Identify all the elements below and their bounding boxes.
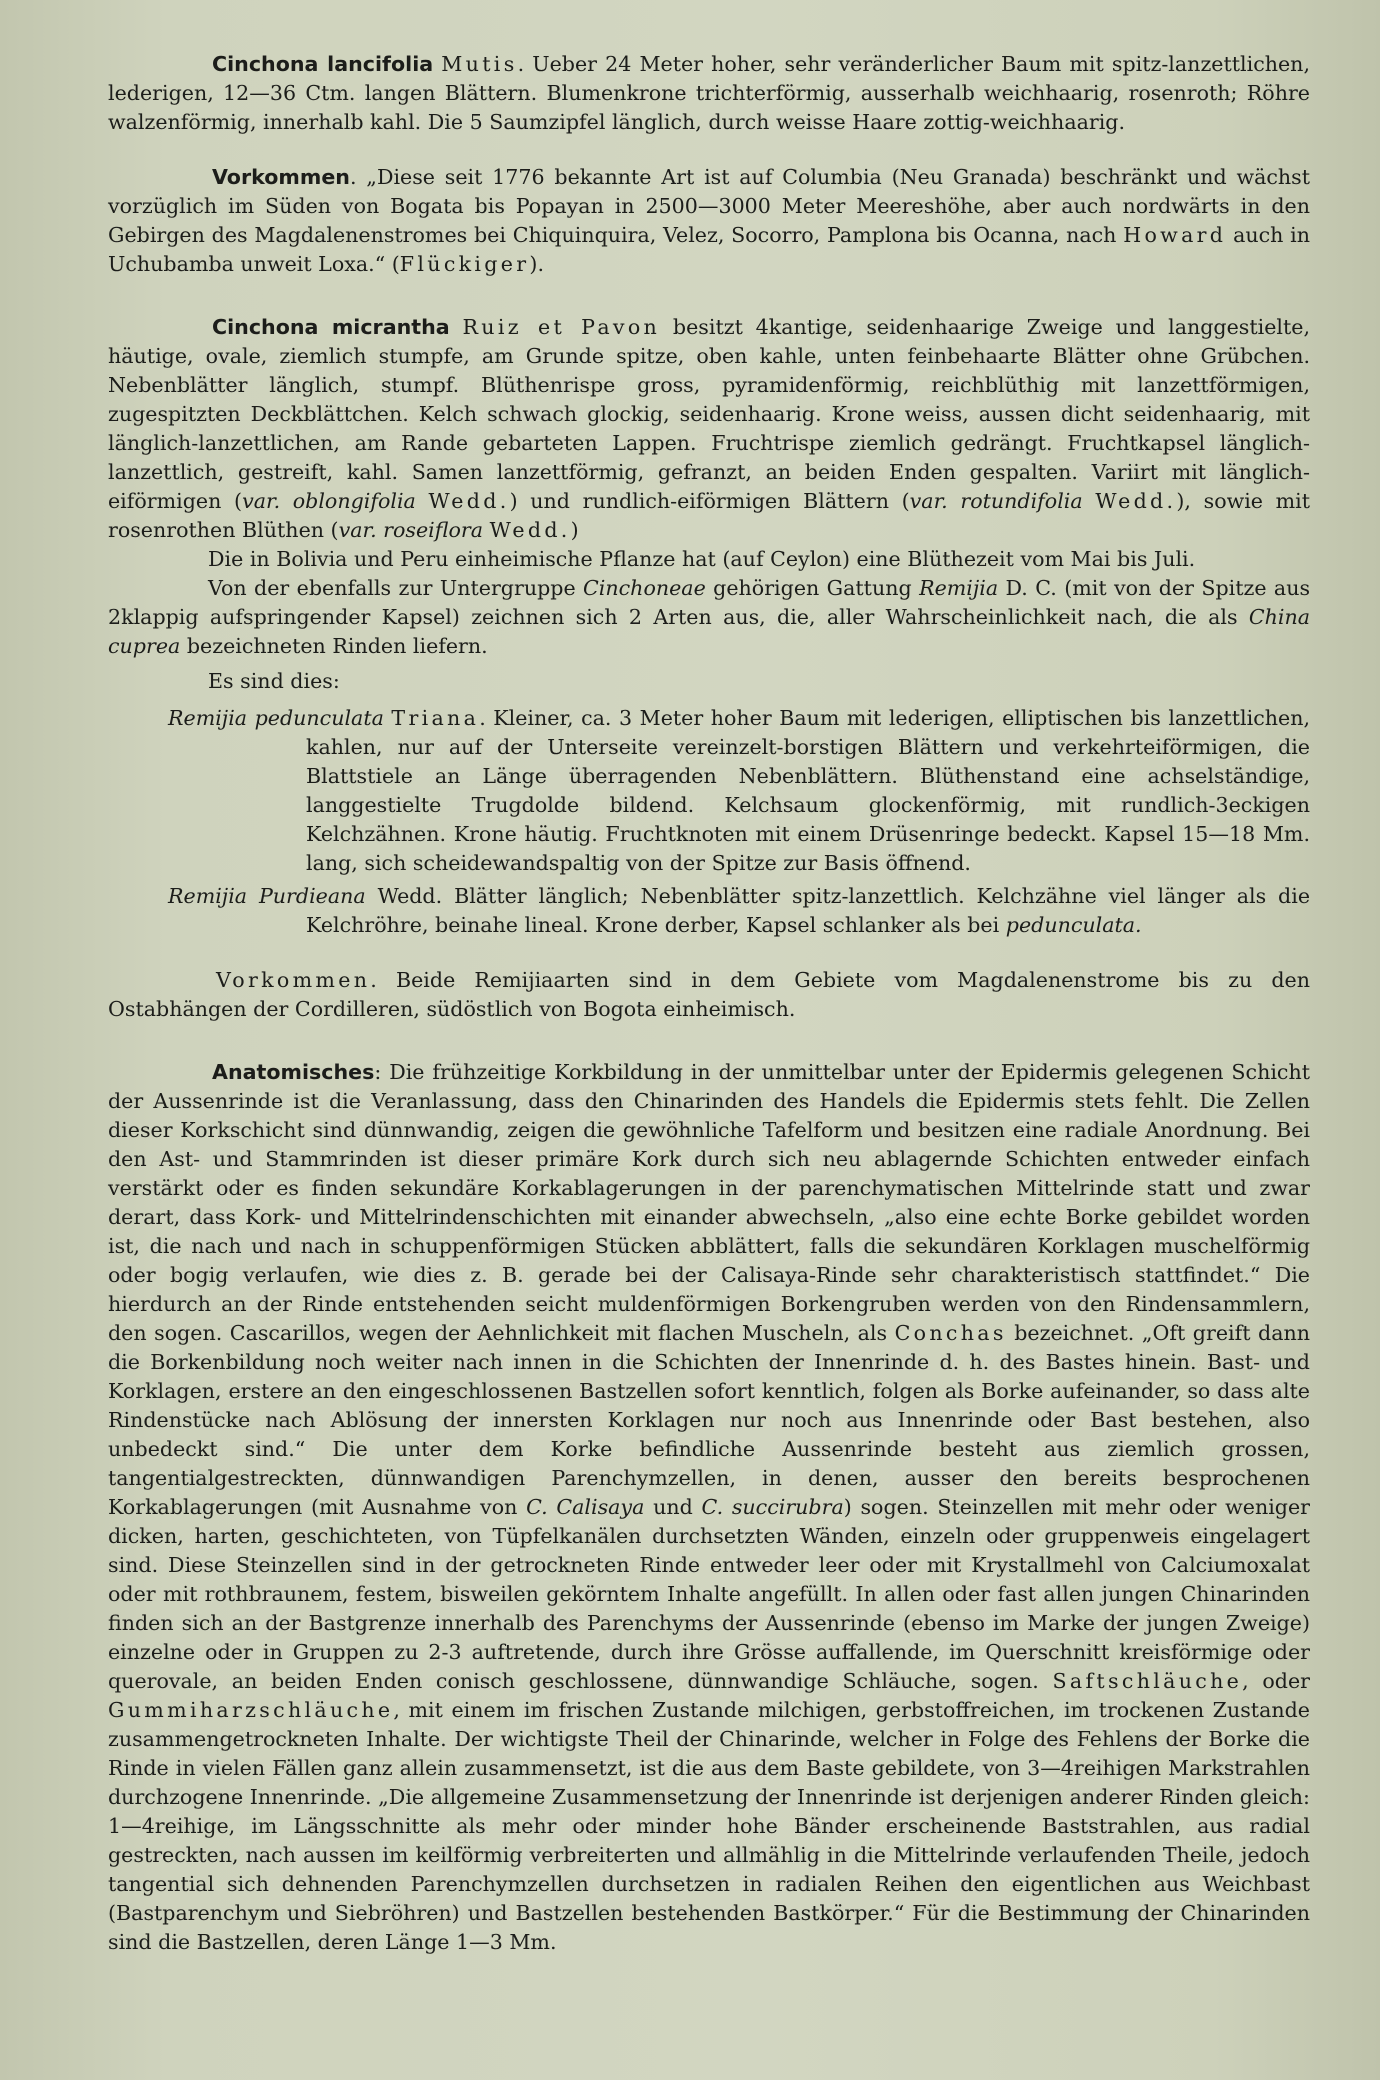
author: Triana xyxy=(391,706,480,730)
paragraph-vorkommen-remijia xyxy=(108,966,1310,1024)
variety-name: var. oblongifolia xyxy=(242,489,416,513)
body-text: . „Diese seit 1776 bekannte Art ist auf Columbia (Neu Granada) beschränkt und wächst vorzüglich im Süden von Bogata bis Popayan in 2500—3000 Meter Meereshöhe, aber auch nordwärts in den Gebirgen des Magdalenenstromes bei Chiquinquira, Velez, Socorro, Pamplona bis Ocanna, nach xyxy=(108,165,1310,247)
paragraph-remijia-intro xyxy=(108,574,1310,661)
taxon-name: Cinchoneae xyxy=(583,576,706,600)
variety-name: var. rotundifolia xyxy=(909,489,1083,513)
author-ref: Howard xyxy=(1123,223,1227,247)
entry-remijia-pedunculata xyxy=(168,704,1310,878)
author: Ruiz et Pavon xyxy=(462,315,661,339)
species-ref: pedunculata. xyxy=(1005,913,1142,937)
paragraph-cinchona-lancifolia xyxy=(108,50,1310,137)
variety-name: var. roseiflora xyxy=(338,518,484,542)
species-ref: C. succirubra xyxy=(701,1495,844,1519)
paragraph-anatomisches xyxy=(108,1058,1310,1957)
description-text: ) xyxy=(570,518,579,542)
body-text: bezeichneten Rinden liefern. xyxy=(186,634,488,658)
description-text: . Kleiner, ca. 3 Meter hoher Baum mit lederigen, elliptischen bis lanzettlichen, kahlen, nur auf der Unterseite vereinzelt-borstigen Blättern und verkehrteiförmigen, die Blattstiele an Länge überragenden Nebenblättern. Blüthenstand eine achselständige, langgestielte Trugdolde bildend. Kelchsaum glockenförmig, mit rundlich-3eckigen Kelchzähnen. Krone häutig. Fruchtknoten mit einem Drüsenringe bedeckt. Kapsel 15—18 Mm. lang, sich scheidewandspaltig von der Spitze zur Basis öffnend. xyxy=(306,706,1310,875)
entry-remijia-purdieana xyxy=(168,882,1310,940)
description-text: ), sowie mit rosenrothen Blüthen ( xyxy=(108,489,1311,542)
author: Mutis xyxy=(441,52,518,76)
body-text: bezeichnet. „Oft greift dann die Borkenbildung noch weiter nach innen in die Schichten der Innenrinde d. h. des Bastes hinein. Bast- und Korklagen, erstere an den eingeschlossenen Bastzellen sofort kenntlich, folgen als Borke aufeinander, so dass alte Rindenstücke nach Ablösung der innersten Korklagen nur noch aus Innenrinde oder Bast bestehen, also unbedeckt sind.“ Die unter dem Korke befindliche Aussenrinde besteht aus ziemlich grossen, tangentialgestreckten, dünnwandigen Parenchymzellen, in denen, ausser den bereits besprochenen Korkablagerungen (mit Ausnahme von xyxy=(108,1321,1310,1519)
species-name: Remijia pedunculata xyxy=(168,706,384,730)
species-ref: C. Calisaya xyxy=(526,1495,645,1519)
author: Wedd. xyxy=(377,884,443,908)
section-label: Anatomisches xyxy=(212,1060,375,1084)
body-text: auch in Uchubamba unweit Loxa.“ ( xyxy=(108,223,1311,276)
body-text: gehörigen Gattung xyxy=(713,576,912,600)
term: Gummiharzschläuche xyxy=(108,1698,394,1722)
description-text: Blätter länglich; Nebenblätter spitz-lanzettlich. Kelchzähne viel länger als die Kelchröhre, beinahe lineal. Krone derber, Kapsel schlanker als bei xyxy=(306,884,1311,937)
body-text: , mit einem im frischen Zustande milchigen, gerbstoffreichen, im trockenen Zustande zusammengetrockneten Inhalte. Der wichtigste Theil der Chinarinde, welcher in Folge des Fehlens der Borke die Rinde in vielen Fällen ganz allein zusammensetzt, ist die aus dem Baste gebildete, von 3—4reihigen Markstrahlen durchzogene Innenrinde. „Die allgemeine Zusammensetzung der Innenrinde ist derjenigen anderer Rinden gleich: 1—4reihige, im Längsschnitte als mehr oder minder hohe Bänder erscheinende Baststrahlen, aus radial gestreckten, nach aussen im keilförmig verbreiterten und allmählig in die Mittelrinde verlaufenden Theile, jedoch tangential sich dehnenden Parenchymzellen durchsetzen in radialen Reihen den eigentlichen aus Weichbast (Bastparenchym und Siebröhren) und Bastzellen bestehenden Bastkörper.“ Für die Bestimmung der Chinarinden sind die Bastzellen, deren Länge 1—3 Mm. xyxy=(108,1698,1310,1954)
body-text: Von der ebenfalls zur Untergruppe xyxy=(208,576,576,600)
paragraph-bloom-period: Die in Bolivia und Peru einheimische Pflanze hat (auf Ceylon) eine Blüthezeit vom Mai bis Juli. xyxy=(208,547,1196,571)
section-label: Vorkommen xyxy=(216,968,371,992)
genus-name: Remijia xyxy=(919,576,999,600)
description-text: ) und rundlich-eiförmigen Blättern ( xyxy=(509,489,910,513)
body-text: und xyxy=(653,1495,693,1519)
drug-name: China cuprea xyxy=(108,605,1310,658)
term: Conchas xyxy=(894,1321,1007,1345)
section-label: Vorkommen xyxy=(212,165,350,189)
paragraph-vorkommen-lancifolia xyxy=(108,163,1310,279)
description-text: besitzt 4kantige, seidenhaarige Zweige und langgestielte, häutige, ovale, ziemlich stumpfe, am Grunde spitze, oben kahle, unten feinbehaarte Blätter ohne Grübchen. Nebenblätter länglich, stumpf. Blüthenrispe gross, pyramidenförmig, reichblüthig mit lanzettförmigen, zugespitzten Deckblättchen. Kelch schwach glockig, seidenhaarig. Krone weiss, aussen dicht seidenhaarig, mit länglich-lanzettlichen, am Rande gebarteten Lappen. Fruchtrispe ziemlich gedrängt. Fruchtkapsel länglich-lanzettlich, gestreift, kahl. Samen lanzettförmig, gefranzt, an beiden Enden gespalten. Variirt mit länglich-eiförmigen ( xyxy=(108,315,1311,513)
author-ref: Flückiger xyxy=(399,252,530,276)
species-heading: Cinchona micrantha xyxy=(212,315,450,339)
author: Wedd. xyxy=(1095,489,1177,513)
body-text: : Die frühzeitige Korkbildung in der unmittelbar unter der Epidermis gelegenen Schicht der Aussenrinde ist die Veranlassung, dass den Chinarinden des Handels die Epidermis stets fehlt. Die Zellen dieser Korkschicht sind dünnwandig, zeigen die gewöhnliche Tafelform und besitzen eine radiale Anordnung. Bei den Ast- und Stammrinden ist dieser primäre Kork durch sich neu ablagernde Schichten entweder einfach verstärkt oder es finden sekundäre Korkablagerungen in der parenchymatischen Mittelrinde statt und zwar derart, dass Kork- und Mittelrindenschichten mit einander abwechseln, „also eine echte Borke gebildet worden ist, die nach und nach in schuppenförmigen Stücken abblättert, falls die sekundären Korklagen muschelförmig oder bogig verlaufen, wie dies z. B. gerade bei der Calisaya-Rinde sehr charakteristisch stattfindet.“ Die hierdurch an der Rinde entstehenden seicht muldenförmigen Borkengruben werden von den Rindensammlern, den sogen. Cascarillos, wegen der Aehnlichkeit mit flachen Muscheln, als xyxy=(108,1060,1310,1345)
body-text: ). xyxy=(529,252,545,276)
author: Wedd. xyxy=(489,518,571,542)
paragraph-es-sind-dies: Es sind dies: xyxy=(208,669,340,693)
body-text: D. C. (mit von der Spitze aus 2klappig aufspringender Kapsel) zeichnen sich 2 Arten aus, die, aller Wahrscheinlichkeit nach, die als xyxy=(108,576,1311,629)
description-text: . Ueber 24 Meter hoher, sehr veränderlicher Baum mit spitz-lanzettlichen, lederigen, 12—36 Ctm. langen Blättern. Blumenkrone trichterförmig, ausserhalb weichhaarig, rosenroth; Röhre walzenförmig, innerhalb kahl. Die 5 Saumzipfel länglich, durch weisse Haare zottig-weichhaarig. xyxy=(108,52,1310,134)
body-text: . Beide Remijiaarten sind in dem Gebiete vom Magdalenenstrome bis zu den Ostabhängen der Cordilleren, südöstlich von Bogota einheimisch. xyxy=(108,968,1310,1021)
species-heading: Cinchona lancifolia xyxy=(212,52,434,76)
body-text: ) sogen. Steinzellen mit mehr oder weniger dicken, harten, geschichteten, von Tüpfelkanälen durchsetzten Wänden, einzeln oder gruppenweis eingelagert sind. Diese Steinzellen sind in der getrockneten Rinde entweder leer oder mit Krystallmehl von Calciumoxalat oder mit rothbraunem, festem, bisweilen gekörntem Inhalte angefüllt. In allen oder fast allen jungen Chinarinden finden sich an der Bastgrenze innerhalb des Parenchyms der Aussenrinde (ebenso im Marke der jungen Zweige) einzelne oder in Gruppen zu 2-3 auftretende, durch ihre Grösse auffallende, im Querschnitt kreisförmige oder querovale, an beiden Enden conisch geschlossene, dünnwandige Schläuche, sogen. xyxy=(108,1495,1311,1693)
term: Saftschläuche xyxy=(1052,1669,1243,1693)
body-text: , oder xyxy=(1242,1669,1310,1693)
species-name: Remijia Purdieana xyxy=(168,884,366,908)
paragraph-cinchona-micrantha xyxy=(108,313,1310,545)
author: Wedd. xyxy=(428,489,510,513)
